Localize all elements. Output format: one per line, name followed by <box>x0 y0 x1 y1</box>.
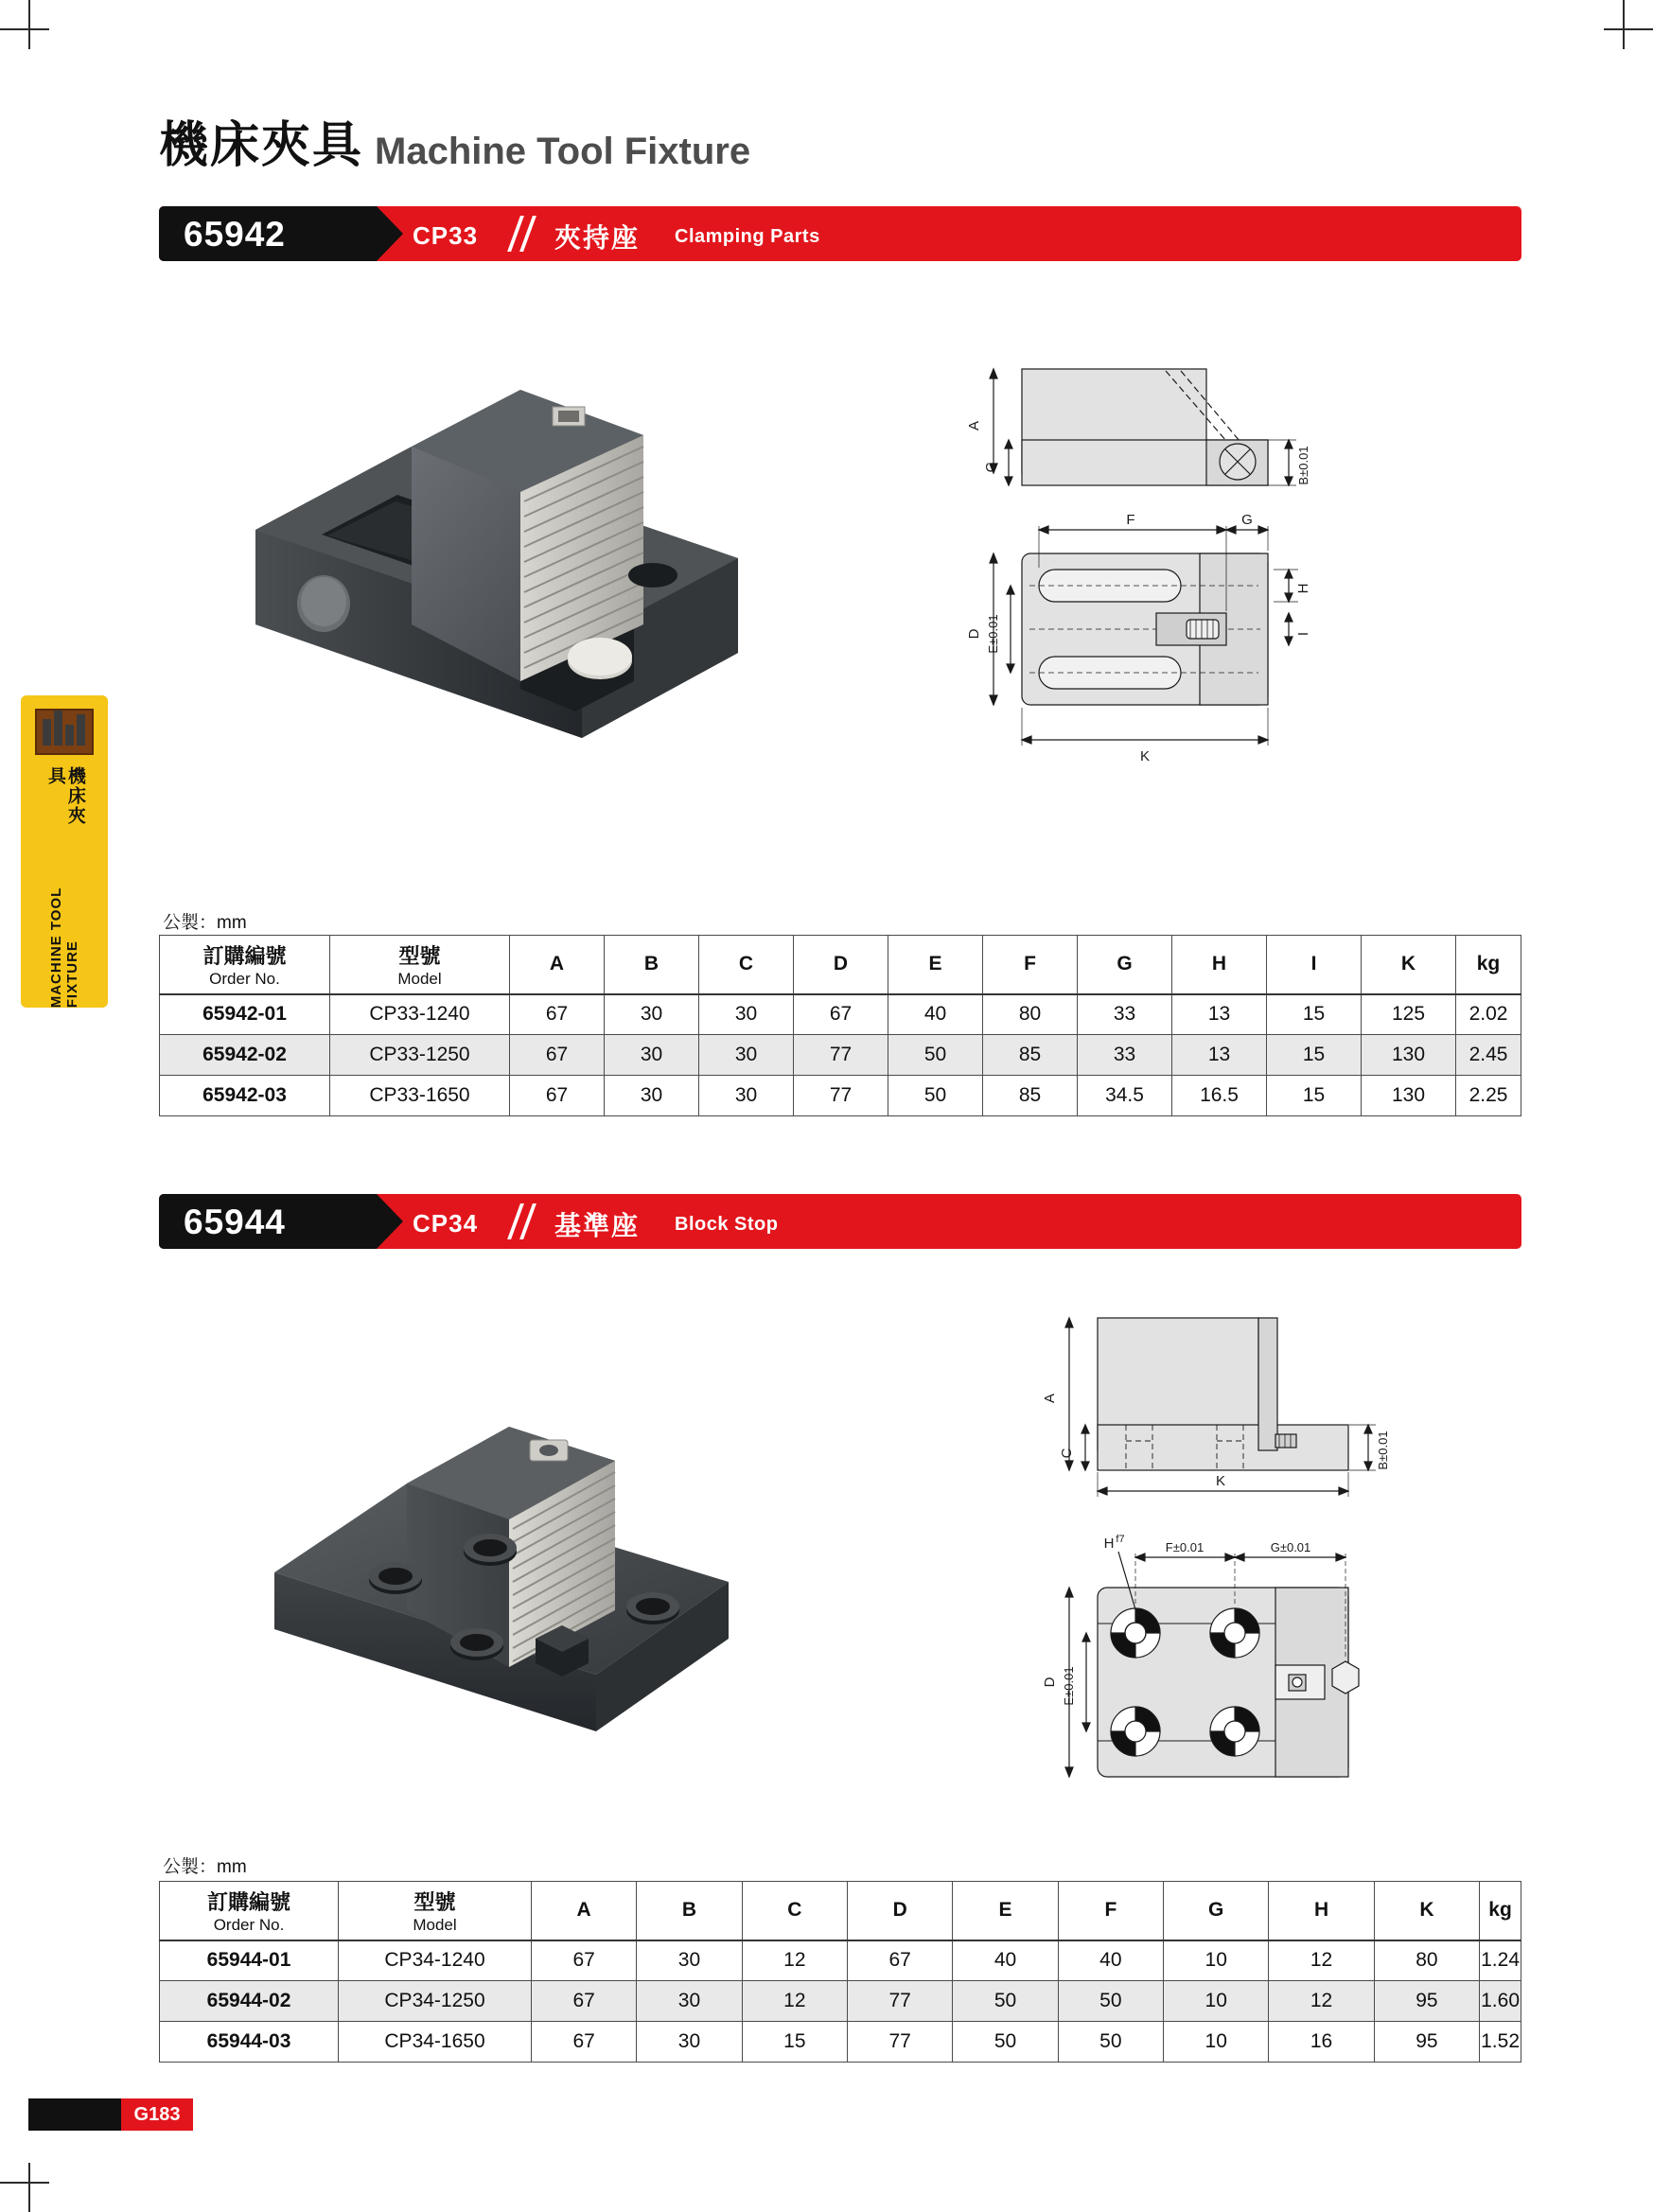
col-F: F <box>1058 1882 1163 1940</box>
table-row <box>160 1076 1521 1116</box>
technical-drawing-65944 <box>1031 1304 1429 1843</box>
col-kg: kg <box>1456 936 1521 994</box>
cell-E: 50 <box>953 1981 1058 2022</box>
section-banner-65942 <box>159 206 1521 261</box>
dim-label-A: A <box>966 420 982 431</box>
cell-order-no: 65944-03 <box>160 2022 339 2063</box>
cell-model: CP34-1240 <box>339 1940 532 1981</box>
dim-label-D: D <box>1042 1677 1058 1688</box>
cell-B: 30 <box>637 1981 742 2022</box>
cell-order-no: 65944-02 <box>160 1981 339 2022</box>
cell-I: 15 <box>1267 1035 1362 1076</box>
col-F: F <box>983 936 1078 994</box>
cell-C: 30 <box>699 1035 794 1076</box>
cell-A: 67 <box>531 1940 636 1981</box>
cell-D: 77 <box>794 1076 888 1116</box>
col-A: A <box>531 1882 636 1940</box>
section-code: 65944 <box>184 1203 286 1241</box>
cell-order-no: 65942-03 <box>160 1076 330 1116</box>
col-H: H <box>1172 936 1267 994</box>
col-kg: kg <box>1480 1882 1521 1940</box>
cell-kg: 1.60 <box>1480 1981 1521 2022</box>
section-name-zh: 夾持座 <box>554 223 641 253</box>
cell-B: 30 <box>637 2022 742 2063</box>
cell-F: 80 <box>983 994 1078 1035</box>
cell-E: 50 <box>953 2022 1058 2063</box>
dim-label-F: F <box>1126 512 1135 528</box>
cell-F: 50 <box>1058 2022 1163 2063</box>
cell-D: 67 <box>794 994 888 1035</box>
cell-B: 30 <box>637 1940 742 1981</box>
dim-label-H: H <box>1103 1536 1115 1552</box>
crop-mark-top-left <box>28 0 30 49</box>
crop-mark-left-top <box>0 28 49 30</box>
cell-G: 33 <box>1078 1035 1172 1076</box>
section-banner-65944 <box>159 1194 1521 1249</box>
cell-model: CP33-1250 <box>330 1035 510 1076</box>
dim-label-H-tolerance: f7 <box>1116 1534 1125 1545</box>
cell-I: 15 <box>1267 994 1362 1035</box>
col-D: D <box>848 1882 953 1940</box>
col-model: 型號 Model <box>330 936 510 994</box>
cell-C: 15 <box>742 2022 847 2063</box>
section-name-en: Block Stop <box>675 1214 779 1235</box>
table-row <box>160 994 1521 1035</box>
crop-mark-top-right <box>1623 0 1625 49</box>
cell-B: 30 <box>605 1076 699 1116</box>
col-K: K <box>1362 936 1456 994</box>
cell-K: 95 <box>1374 1981 1479 2022</box>
cell-order-no: 65944-01 <box>160 1940 339 1981</box>
dim-label-B: B±0.01 <box>1296 446 1310 485</box>
dim-label-H: H <box>1295 583 1311 594</box>
table-row <box>160 1035 1521 1076</box>
dim-label-E: E±0.01 <box>1062 1666 1076 1706</box>
cell-K: 125 <box>1362 994 1456 1035</box>
cell-model: CP34-1650 <box>339 2022 532 2063</box>
cell-A: 67 <box>531 2022 636 2063</box>
cell-K: 95 <box>1374 2022 1479 2063</box>
dim-label-A: A <box>1042 1393 1058 1404</box>
col-D: D <box>794 936 888 994</box>
cell-B: 30 <box>605 1035 699 1076</box>
col-order-no: 訂購編號 Order No. <box>160 1882 339 1940</box>
page-title-zh: 機床夾具 <box>159 118 364 173</box>
crop-mark-bottom-left-h <box>0 2182 49 2184</box>
cell-A: 67 <box>510 1035 605 1076</box>
cell-E: 40 <box>953 1940 1058 1981</box>
cell-K: 80 <box>1374 1940 1479 1981</box>
cell-E: 50 <box>888 1076 983 1116</box>
section-name-zh: 基準座 <box>554 1211 641 1240</box>
spec-table-65942 <box>159 935 1521 1116</box>
section-code: 65942 <box>184 215 286 254</box>
col-I: I <box>1267 936 1362 994</box>
col-C: C <box>742 1882 847 1940</box>
col-B: B <box>605 936 699 994</box>
cell-kg: 2.45 <box>1456 1035 1521 1076</box>
cell-G: 33 <box>1078 994 1172 1035</box>
side-tab-machine-tool-fixture <box>21 695 108 1008</box>
cell-model: CP33-1240 <box>330 994 510 1035</box>
cell-G: 34.5 <box>1078 1076 1172 1116</box>
technical-drawing-65942 <box>956 350 1363 861</box>
cell-E: 40 <box>888 994 983 1035</box>
section-name-en: Clamping Parts <box>675 226 820 247</box>
cell-F: 50 <box>1058 1981 1163 2022</box>
dim-label-B: B±0.01 <box>1376 1431 1390 1470</box>
dim-label-C: C <box>983 462 999 473</box>
side-tab-label-zh: 機床夾具 <box>45 766 85 827</box>
cell-D: 77 <box>848 2022 953 2063</box>
col-B: B <box>637 1882 742 1940</box>
cell-model: CP34-1250 <box>339 1981 532 2022</box>
cell-A: 67 <box>510 1076 605 1116</box>
col-model: 型號 Model <box>339 1882 532 1940</box>
cell-order-no: 65942-01 <box>160 994 330 1035</box>
footer-black-bar <box>28 2098 121 2131</box>
dim-label-K: K <box>1215 1473 1226 1489</box>
cell-G: 10 <box>1164 1940 1269 1981</box>
side-tab-label-en: MACHINE TOOL FIXTURE <box>48 887 80 1008</box>
cell-D: 67 <box>848 1940 953 1981</box>
cell-B: 30 <box>605 994 699 1035</box>
cell-I: 15 <box>1267 1076 1362 1116</box>
crop-mark-right-top <box>1604 28 1653 30</box>
product-photo-65944 <box>255 1298 804 1743</box>
cell-kg: 1.52 <box>1480 2022 1521 2063</box>
col-G: G <box>1078 936 1172 994</box>
cell-C: 30 <box>699 1076 794 1116</box>
table-row <box>160 1981 1521 2022</box>
dim-label-D: D <box>966 628 982 640</box>
page-title-en: Machine Tool Fixture <box>375 131 751 172</box>
cell-H: 13 <box>1172 994 1267 1035</box>
product-photo-65942 <box>237 341 804 795</box>
cell-E: 50 <box>888 1035 983 1076</box>
cell-C: 12 <box>742 1981 847 2022</box>
cell-A: 67 <box>510 994 605 1035</box>
cell-C: 12 <box>742 1940 847 1981</box>
dim-label-G: G±0.01 <box>1270 1540 1311 1554</box>
col-C: C <box>699 936 794 994</box>
col-G: G <box>1164 1882 1269 1940</box>
col-K: K <box>1374 1882 1479 1940</box>
cell-kg: 2.02 <box>1456 994 1521 1035</box>
page-title <box>159 118 751 173</box>
chevron-right-icon <box>514 1203 535 1239</box>
page-footer <box>28 2098 193 2131</box>
crop-mark-bottom-left <box>28 2163 30 2212</box>
col-E: E <box>888 936 983 994</box>
cell-H: 12 <box>1269 1940 1374 1981</box>
cell-G: 10 <box>1164 2022 1269 2063</box>
chevron-right-icon <box>514 216 535 252</box>
table-header-row <box>160 936 1521 994</box>
col-E: E <box>953 1882 1058 1940</box>
dim-label-F: F±0.01 <box>1165 1540 1205 1554</box>
side-tab-thumbnail-icon <box>35 709 94 755</box>
cell-H: 12 <box>1269 1981 1374 2022</box>
dim-label-G: G <box>1241 512 1253 528</box>
spec-table-65944 <box>159 1881 1521 2063</box>
page-number: G183 <box>121 2098 193 2131</box>
cell-H: 16 <box>1269 2022 1374 2063</box>
table-row <box>160 2022 1521 2063</box>
dim-label-I: I <box>1295 631 1311 637</box>
cell-D: 77 <box>794 1035 888 1076</box>
cell-F: 40 <box>1058 1940 1163 1981</box>
dim-label-K: K <box>1139 748 1151 764</box>
unit-label-65942: 公製：mm <box>163 913 247 933</box>
unit-label-65944: 公製：mm <box>163 1857 247 1877</box>
cell-A: 67 <box>531 1981 636 2022</box>
cell-F: 85 <box>983 1076 1078 1116</box>
dim-label-E: E±0.01 <box>986 614 1000 654</box>
cell-order-no: 65942-02 <box>160 1035 330 1076</box>
section-model: CP34 <box>413 1209 479 1238</box>
col-A: A <box>510 936 605 994</box>
section-model: CP33 <box>413 221 479 250</box>
cell-K: 130 <box>1362 1076 1456 1116</box>
col-order-no: 訂購編號 Order No. <box>160 936 330 994</box>
cell-C: 30 <box>699 994 794 1035</box>
cell-H: 13 <box>1172 1035 1267 1076</box>
col-H: H <box>1269 1882 1374 1940</box>
table-header-row <box>160 1882 1521 1940</box>
table-row <box>160 1940 1521 1981</box>
dim-label-C: C <box>1059 1448 1075 1459</box>
cell-K: 130 <box>1362 1035 1456 1076</box>
cell-kg: 1.24 <box>1480 1940 1521 1981</box>
cell-D: 77 <box>848 1981 953 2022</box>
cell-G: 10 <box>1164 1981 1269 2022</box>
cell-model: CP33-1650 <box>330 1076 510 1116</box>
cell-F: 85 <box>983 1035 1078 1076</box>
cell-kg: 2.25 <box>1456 1076 1521 1116</box>
cell-H: 16.5 <box>1172 1076 1267 1116</box>
